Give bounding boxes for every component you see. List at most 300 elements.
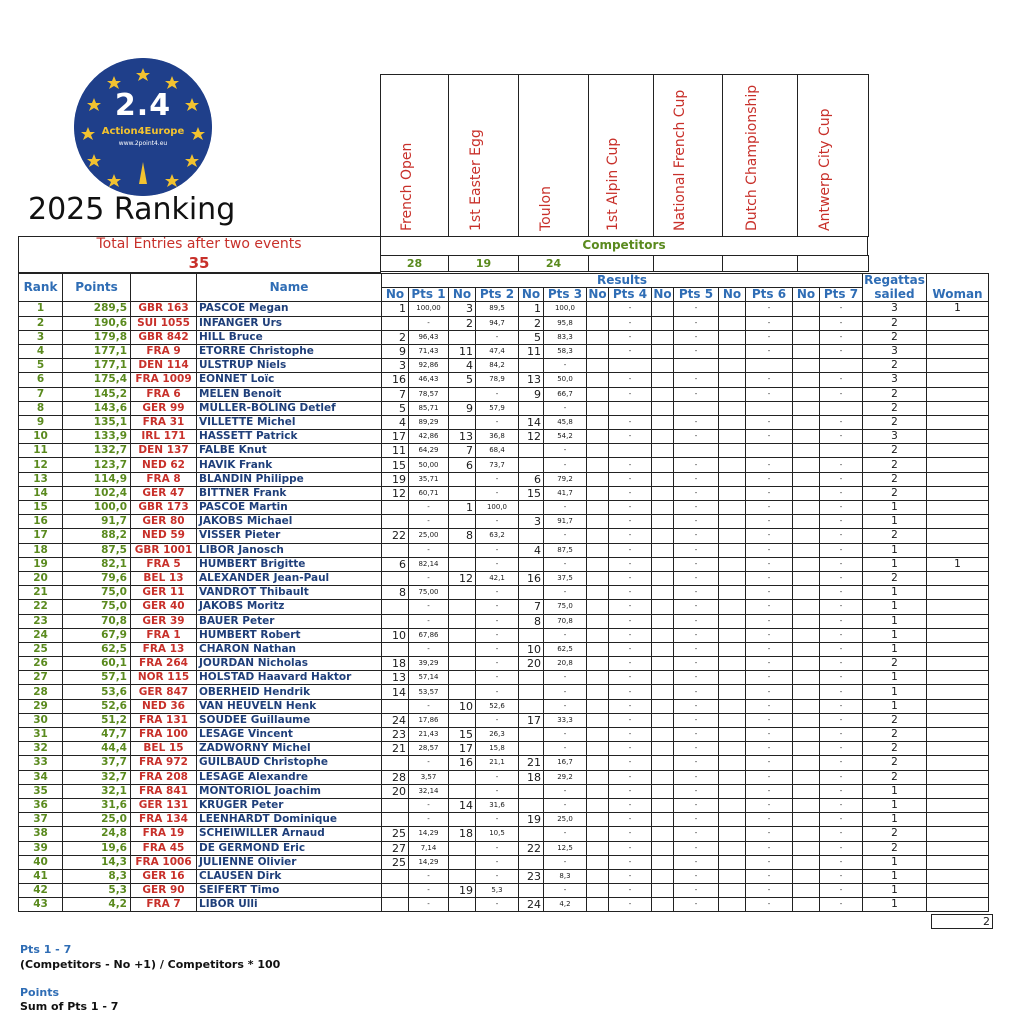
sailor-name-cell: CLAUSEN Dirk: [197, 869, 382, 883]
sail-number-cell: NED 62: [131, 458, 197, 472]
points-cell: 57,1: [63, 671, 131, 685]
event-name: Antwerp City Cup: [817, 108, 833, 231]
place-cell: [793, 742, 820, 756]
points-cell: 177,1: [63, 359, 131, 373]
results-header: Results: [382, 274, 863, 288]
points-cell: 14,3: [63, 855, 131, 869]
rank-cell: 28: [19, 685, 63, 699]
event-points-cell: -: [820, 571, 863, 585]
event-points-cell: -: [609, 855, 652, 869]
regattas-sailed-cell: 2: [863, 387, 927, 401]
sailor-name-cell: HOLSTAD Haavard Haktor: [197, 671, 382, 685]
event-points-cell: 53,57: [409, 685, 449, 699]
points-cell: 100,0: [63, 501, 131, 515]
woman-cell: [927, 742, 989, 756]
points-cell: 114,9: [63, 472, 131, 486]
place-cell: [719, 586, 746, 600]
event-points-cell: -: [476, 671, 519, 685]
regattas-sailed-cell: 3: [863, 430, 927, 444]
place-cell: [587, 728, 609, 742]
event-points-cell: -: [820, 302, 863, 316]
place-cell: 17: [382, 430, 409, 444]
regattas-sailed-cell: 1: [863, 515, 927, 529]
event-points-cell: 100,0: [476, 501, 519, 515]
event-points-cell: -: [609, 699, 652, 713]
place-cell: [719, 784, 746, 798]
place-cell: 16: [519, 571, 544, 585]
event-points-cell: -: [820, 657, 863, 671]
place-cell: [652, 671, 674, 685]
sail-number-cell: NED 59: [131, 529, 197, 543]
sailor-name-cell: KRÜGER Peter: [197, 798, 382, 812]
woman-cell: [927, 543, 989, 557]
rank-cell: 7: [19, 387, 63, 401]
place-cell: [719, 699, 746, 713]
place-cell: [587, 401, 609, 415]
sail-header: [131, 274, 197, 302]
event-points-cell: 91,7: [544, 515, 587, 529]
table-row: [19, 827, 989, 841]
event-name: Dutch Championship: [744, 84, 760, 231]
legend-pts-text: (Competitors - No +1) / Competitors * 100: [20, 958, 281, 971]
place-cell: [587, 628, 609, 642]
event-points-cell: -: [609, 501, 652, 515]
place-cell: [652, 898, 674, 912]
points-cell: 60,1: [63, 657, 131, 671]
rank-cell: 24: [19, 628, 63, 642]
sail-number-cell: GBR 842: [131, 330, 197, 344]
rank-cell: 35: [19, 784, 63, 798]
place-cell: [793, 813, 820, 827]
event-points-cell: 62,5: [544, 642, 587, 656]
table-row: [19, 529, 989, 543]
event-points-cell: [820, 444, 863, 458]
sail-number-cell: GBR 163: [131, 302, 197, 316]
event-points-cell: -: [820, 316, 863, 330]
place-cell: [793, 770, 820, 784]
event-points-cell: -: [820, 600, 863, 614]
place-cell: [793, 330, 820, 344]
event-points-cell: -: [746, 869, 793, 883]
regattas-sailed-cell: 2: [863, 472, 927, 486]
place-cell: 28: [382, 770, 409, 784]
place-cell: [719, 401, 746, 415]
place-cell: [719, 742, 746, 756]
regattas-sailed-cell: 1: [863, 784, 927, 798]
place-cell: [519, 529, 544, 543]
event-points-cell: -: [746, 742, 793, 756]
event-points-cell: -: [409, 316, 449, 330]
sailor-name-cell: VISSER Pieter: [197, 529, 382, 543]
place-cell: [793, 614, 820, 628]
place-cell: [793, 501, 820, 515]
place-cell: [652, 699, 674, 713]
place-cell: 7: [449, 444, 476, 458]
place-cell: [652, 813, 674, 827]
event-points-cell: -: [820, 898, 863, 912]
place-cell: 10: [382, 628, 409, 642]
regattas-sailed-cell: 2: [863, 827, 927, 841]
total-entries-value: 35: [188, 254, 210, 272]
event-points-cell: -: [544, 529, 587, 543]
woman-cell: [927, 430, 989, 444]
place-cell: [719, 444, 746, 458]
table-row: [19, 543, 989, 557]
regattas-sailed-cell: 2: [863, 486, 927, 500]
place-cell: [793, 316, 820, 330]
place-cell: 24: [382, 713, 409, 727]
event-column-2: [448, 74, 519, 237]
rank-cell: 32: [19, 742, 63, 756]
place-cell: 7: [519, 600, 544, 614]
sailor-name-cell: HASSETT Patrick: [197, 430, 382, 444]
competitor-count-5: [653, 255, 723, 272]
place-cell: [652, 543, 674, 557]
woman-cell: [927, 728, 989, 742]
event-points-cell: -: [609, 728, 652, 742]
table-row: [19, 770, 989, 784]
event-points-cell: -: [746, 898, 793, 912]
event-points-cell: 75,0: [544, 600, 587, 614]
table-row: [19, 855, 989, 869]
sailor-name-cell: OBERHEID Hendrik: [197, 685, 382, 699]
event-points-cell: -: [820, 501, 863, 515]
place-cell: 19: [382, 472, 409, 486]
sail-number-cell: NED 36: [131, 699, 197, 713]
table-row: [19, 841, 989, 855]
event-points-cell: 100,00: [409, 302, 449, 316]
sailor-name-cell: SCHEIWILLER Arnaud: [197, 827, 382, 841]
event-points-cell: -: [820, 884, 863, 898]
regattas-sailed-cell: 2: [863, 316, 927, 330]
place-cell: 6: [449, 458, 476, 472]
event-column-7: [797, 74, 869, 237]
sail-number-cell: FRA 972: [131, 756, 197, 770]
event-points-cell: 5,3: [476, 884, 519, 898]
event-points-cell: -: [609, 614, 652, 628]
sail-number-cell: FRA 6: [131, 387, 197, 401]
sail-number-cell: GER 90: [131, 884, 197, 898]
legend-points-heading: Points: [20, 986, 60, 999]
place-cell: [587, 699, 609, 713]
sail-number-cell: GER 16: [131, 869, 197, 883]
event-points-cell: -: [746, 586, 793, 600]
place-cell: [587, 784, 609, 798]
place-cell: [519, 742, 544, 756]
table-row: [19, 387, 989, 401]
event-points-cell: 37,5: [544, 571, 587, 585]
place-cell: [793, 472, 820, 486]
woman-cell: [927, 855, 989, 869]
event-points-cell: 16,7: [544, 756, 587, 770]
woman-cell: [927, 756, 989, 770]
place-cell: 3: [382, 359, 409, 373]
event-points-cell: -: [820, 415, 863, 429]
event-points-cell: -: [820, 756, 863, 770]
sailor-name-cell: HILL Bruce: [197, 330, 382, 344]
sailor-name-cell: BLANDIN Philippe: [197, 472, 382, 486]
event-points-cell: 68,4: [476, 444, 519, 458]
event-points-cell: -: [476, 713, 519, 727]
event-points-cell: -: [674, 742, 719, 756]
place-cell: [587, 841, 609, 855]
place-cell: [449, 784, 476, 798]
place-cell: [519, 699, 544, 713]
table-row: [19, 657, 989, 671]
event-points-cell: -: [409, 501, 449, 515]
sail-number-cell: GBR 173: [131, 501, 197, 515]
event-points-cell: 66,7: [544, 387, 587, 401]
event-points-cell: -: [674, 628, 719, 642]
sailor-name-cell: ZADWORNY Michel: [197, 742, 382, 756]
event-points-cell: -: [674, 784, 719, 798]
place-cell: 27: [382, 841, 409, 855]
event-points-cell: -: [609, 756, 652, 770]
sail-number-cell: BEL 13: [131, 571, 197, 585]
event-points-cell: 70,8: [544, 614, 587, 628]
event-points-cell: -: [476, 841, 519, 855]
place-cell: [719, 472, 746, 486]
event-points-cell: 46,43: [409, 373, 449, 387]
event-points-cell: 14,29: [409, 827, 449, 841]
points-cell: 179,8: [63, 330, 131, 344]
place-cell: [793, 557, 820, 571]
event-points-cell: -: [609, 600, 652, 614]
event-points-cell: 36,8: [476, 430, 519, 444]
rank-cell: 8: [19, 401, 63, 415]
place-cell: [449, 770, 476, 784]
event-points-cell: 42,1: [476, 571, 519, 585]
place-cell: [793, 571, 820, 585]
event-points-cell: -: [544, 359, 587, 373]
place-cell: [587, 798, 609, 812]
place-cell: 12: [519, 430, 544, 444]
place-cell: 17: [519, 713, 544, 727]
rank-cell: 33: [19, 756, 63, 770]
place-cell: [652, 798, 674, 812]
event-points-cell: -: [746, 387, 793, 401]
place-cell: 23: [519, 869, 544, 883]
event-points-cell: -: [746, 501, 793, 515]
event-points-cell: -: [409, 884, 449, 898]
place-cell: 15: [382, 458, 409, 472]
place-cell: [719, 869, 746, 883]
woman-cell: 1: [927, 557, 989, 571]
event-points-cell: -: [476, 614, 519, 628]
event-points-cell: 28,57: [409, 742, 449, 756]
place-cell: [719, 359, 746, 373]
event-points-cell: 25,0: [544, 813, 587, 827]
place-cell: [793, 458, 820, 472]
event-points-cell: 84,2: [476, 359, 519, 373]
sail-number-cell: FRA 264: [131, 657, 197, 671]
rank-cell: 20: [19, 571, 63, 585]
rank-cell: 10: [19, 430, 63, 444]
place-cell: [652, 742, 674, 756]
event-points-cell: 21,1: [476, 756, 519, 770]
event-points-cell: -: [746, 373, 793, 387]
woman-cell: [927, 316, 989, 330]
event-points-cell: -: [674, 671, 719, 685]
points-cell: 32,1: [63, 784, 131, 798]
woman-cell: [927, 571, 989, 585]
competitor-count-1: 28: [380, 255, 449, 272]
sail-number-cell: NOR 115: [131, 671, 197, 685]
points-cell: 175,4: [63, 373, 131, 387]
event-points-cell: [746, 359, 793, 373]
regattas-sailed-cell: 1: [863, 813, 927, 827]
woman-cell: [927, 699, 989, 713]
sail-number-cell: GER 11: [131, 586, 197, 600]
points-cell: 70,8: [63, 614, 131, 628]
event-points-cell: 20,8: [544, 657, 587, 671]
woman-cell: [927, 359, 989, 373]
woman-cell: [927, 586, 989, 600]
event-points-cell: -: [609, 671, 652, 685]
regattas-sailed-cell: 1: [863, 642, 927, 656]
place-cell: 13: [519, 373, 544, 387]
regattas-sailed-cell: 3: [863, 344, 927, 358]
table-row: [19, 869, 989, 883]
event-points-cell: 17,86: [409, 713, 449, 727]
regattas-sailed-cell: 2: [863, 458, 927, 472]
place-cell: 2: [449, 316, 476, 330]
event-points-cell: -: [820, 515, 863, 529]
place-cell: 12: [449, 571, 476, 585]
event-points-cell: -: [746, 699, 793, 713]
woman-cell: [927, 869, 989, 883]
place-cell: 23: [382, 728, 409, 742]
place-cell: 14: [449, 798, 476, 812]
rank-cell: 41: [19, 869, 63, 883]
points-cell: 25,0: [63, 813, 131, 827]
place-cell: [719, 373, 746, 387]
event-points-cell: -: [820, 728, 863, 742]
place-cell: [449, 642, 476, 656]
place-cell: [449, 713, 476, 727]
regattas-sailed-cell: 1: [863, 628, 927, 642]
rank-cell: 5: [19, 359, 63, 373]
event-points-cell: -: [746, 543, 793, 557]
event-points-cell: [609, 401, 652, 415]
sailor-name-cell: LIBOR Janosch: [197, 543, 382, 557]
event-points-cell: -: [746, 316, 793, 330]
event-points-cell: 14,29: [409, 855, 449, 869]
woman-cell: [927, 444, 989, 458]
place-cell: [587, 529, 609, 543]
event-points-cell: -: [674, 387, 719, 401]
event-points-cell: -: [409, 813, 449, 827]
place-cell: [793, 798, 820, 812]
event-points-cell: -: [674, 770, 719, 784]
regattas-sailed-cell: 2: [863, 529, 927, 543]
regattas-sailed-cell: 1: [863, 699, 927, 713]
place-cell: 5: [519, 330, 544, 344]
place-cell: [719, 344, 746, 358]
event-points-cell: -: [746, 628, 793, 642]
place-cell: 22: [519, 841, 544, 855]
event-points-cell: -: [609, 898, 652, 912]
event-points-cell: -: [609, 657, 652, 671]
place-cell: 24: [519, 898, 544, 912]
sailed-header: sailed: [863, 288, 927, 302]
place-cell: 11: [519, 344, 544, 358]
ranking-body: [19, 302, 989, 912]
event-points-cell: 83,3: [544, 330, 587, 344]
event-points-cell: 50,00: [409, 458, 449, 472]
event-points-cell: -: [820, 813, 863, 827]
sailor-name-cell: SEIFERT Timo: [197, 884, 382, 898]
event-column-1: [380, 74, 449, 237]
event-points-cell: 58,3: [544, 344, 587, 358]
place-cell: [652, 827, 674, 841]
woman-cell: [927, 713, 989, 727]
sailor-name-cell: ETORRE Christophe: [197, 344, 382, 358]
event-points-cell: 3,57: [409, 770, 449, 784]
regattas-sailed-cell: 2: [863, 756, 927, 770]
no-header-4: No: [588, 287, 607, 302]
place-cell: [652, 571, 674, 585]
event-points-cell: -: [609, 330, 652, 344]
event-points-cell: 82,14: [409, 557, 449, 571]
sailor-name-cell: LESAGE Vincent: [197, 728, 382, 742]
place-cell: [719, 898, 746, 912]
place-cell: [652, 415, 674, 429]
event-points-cell: -: [409, 600, 449, 614]
rank-cell: 12: [19, 458, 63, 472]
event-points-cell: -: [674, 316, 719, 330]
event-points-cell: -: [746, 515, 793, 529]
place-cell: [449, 628, 476, 642]
place-cell: [587, 898, 609, 912]
event-points-cell: -: [476, 685, 519, 699]
event-points-cell: -: [609, 813, 652, 827]
rank-cell: 34: [19, 770, 63, 784]
regattas-sailed-cell: 2: [863, 657, 927, 671]
place-cell: 5: [382, 401, 409, 415]
event-points-cell: -: [820, 855, 863, 869]
place-cell: [382, 501, 409, 515]
event-points-cell: -: [820, 642, 863, 656]
event-points-cell: -: [674, 713, 719, 727]
sailor-name-cell: ULSTRUP Niels: [197, 359, 382, 373]
rank-cell: 15: [19, 501, 63, 515]
place-cell: [793, 401, 820, 415]
event-points-cell: -: [609, 884, 652, 898]
table-row: [19, 444, 989, 458]
event-points-cell: -: [544, 699, 587, 713]
place-cell: 3: [519, 515, 544, 529]
sail-number-cell: FRA 19: [131, 827, 197, 841]
event-points-cell: -: [820, 713, 863, 727]
place-cell: [793, 642, 820, 656]
sail-number-cell: GER 40: [131, 600, 197, 614]
event-points-cell: -: [746, 884, 793, 898]
sailor-name-cell: VAN HEUVELN Henk: [197, 699, 382, 713]
points-cell: 91,7: [63, 515, 131, 529]
place-cell: [793, 586, 820, 600]
place-cell: [449, 813, 476, 827]
place-cell: [519, 628, 544, 642]
place-cell: [652, 501, 674, 515]
event-points-cell: -: [409, 543, 449, 557]
place-cell: [719, 557, 746, 571]
event-points-cell: -: [820, 827, 863, 841]
legend-points-text: Sum of Pts 1 - 7: [20, 1000, 119, 1013]
place-cell: 18: [382, 657, 409, 671]
place-cell: [719, 486, 746, 500]
points-cell: 82,1: [63, 557, 131, 571]
